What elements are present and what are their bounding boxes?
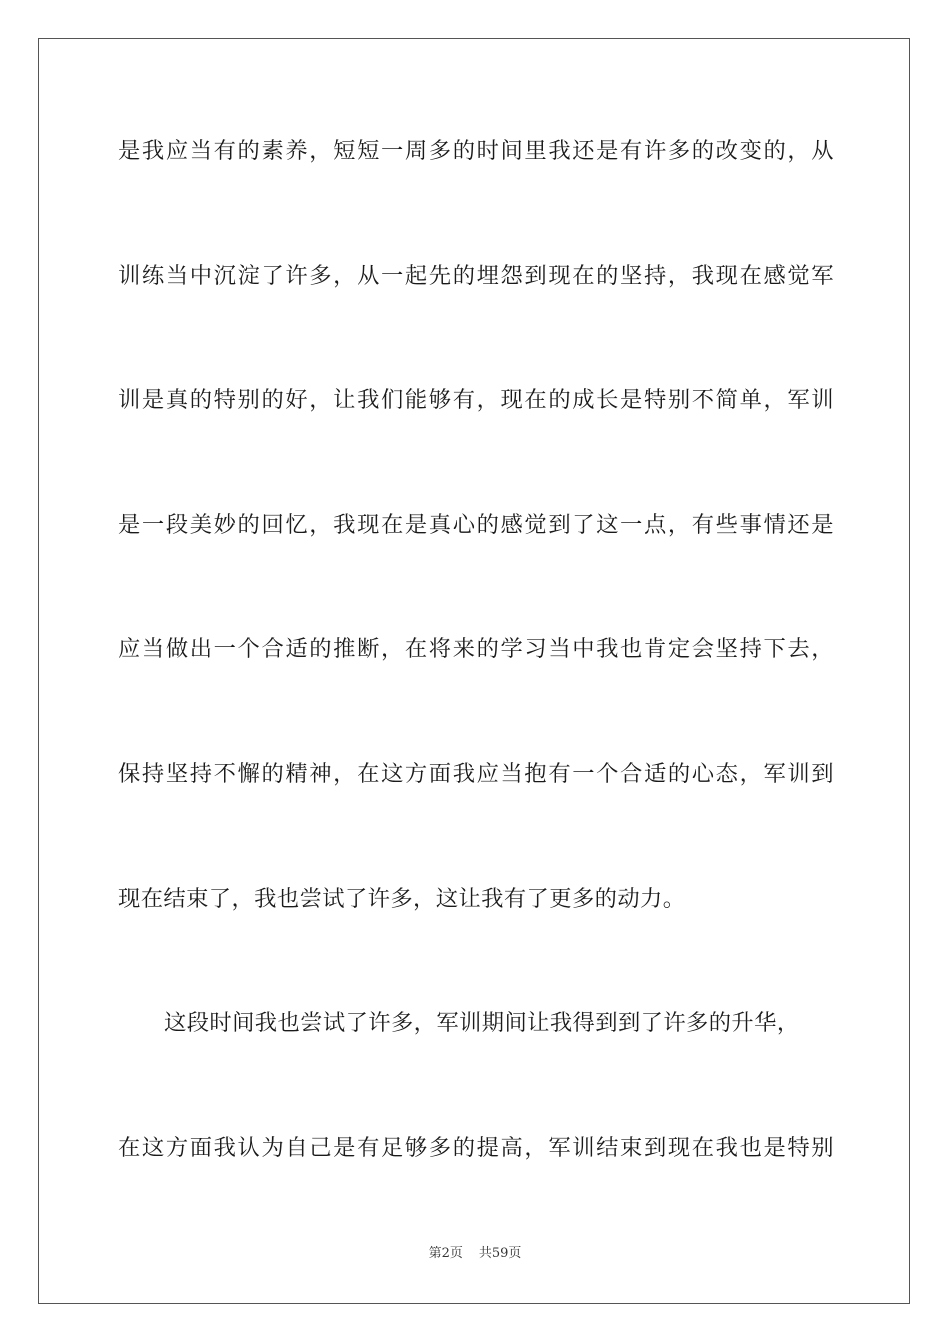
text-line: 是一段美妙的回忆，我现在是真心的感觉到了这一点，有些事情还是 xyxy=(118,511,834,538)
page-total: 共59页 xyxy=(478,1246,522,1261)
document-body xyxy=(118,120,834,1241)
text-line: 是我应当有的素养，短短一周多的时间里我还是有许多的改变的，从 xyxy=(118,138,834,164)
text-line-paragraph-start: 这段时间我也尝试了许多，军训期间让我得到到了许多的升华， xyxy=(164,1010,800,1037)
text-line: 应当做出一个合适的推断，在将来的学习当中我也肯定会坚持下去， xyxy=(118,636,834,663)
text-line: 在这方面我认为自己是有足够多的提高，军训结束到现在我也是特别 xyxy=(118,1134,834,1161)
text-line-paragraph-end: 现在结束了，我也尝试了许多，这让我有了更多的动力。 xyxy=(118,885,686,912)
text-line: 训练当中沉淀了许多，从一起先的埋怨到现在的坚持，我现在感觉军 xyxy=(118,262,834,289)
page-number: 第2页 xyxy=(428,1246,463,1261)
text-line: 训是真的特别的好，让我们能够有，现在的成长是特别不简单，军训 xyxy=(118,387,834,414)
page-footer xyxy=(0,1244,950,1264)
text-line: 保持坚持不懈的精神，在这方面我应当抱有一个合适的心态，军训到 xyxy=(118,760,834,787)
